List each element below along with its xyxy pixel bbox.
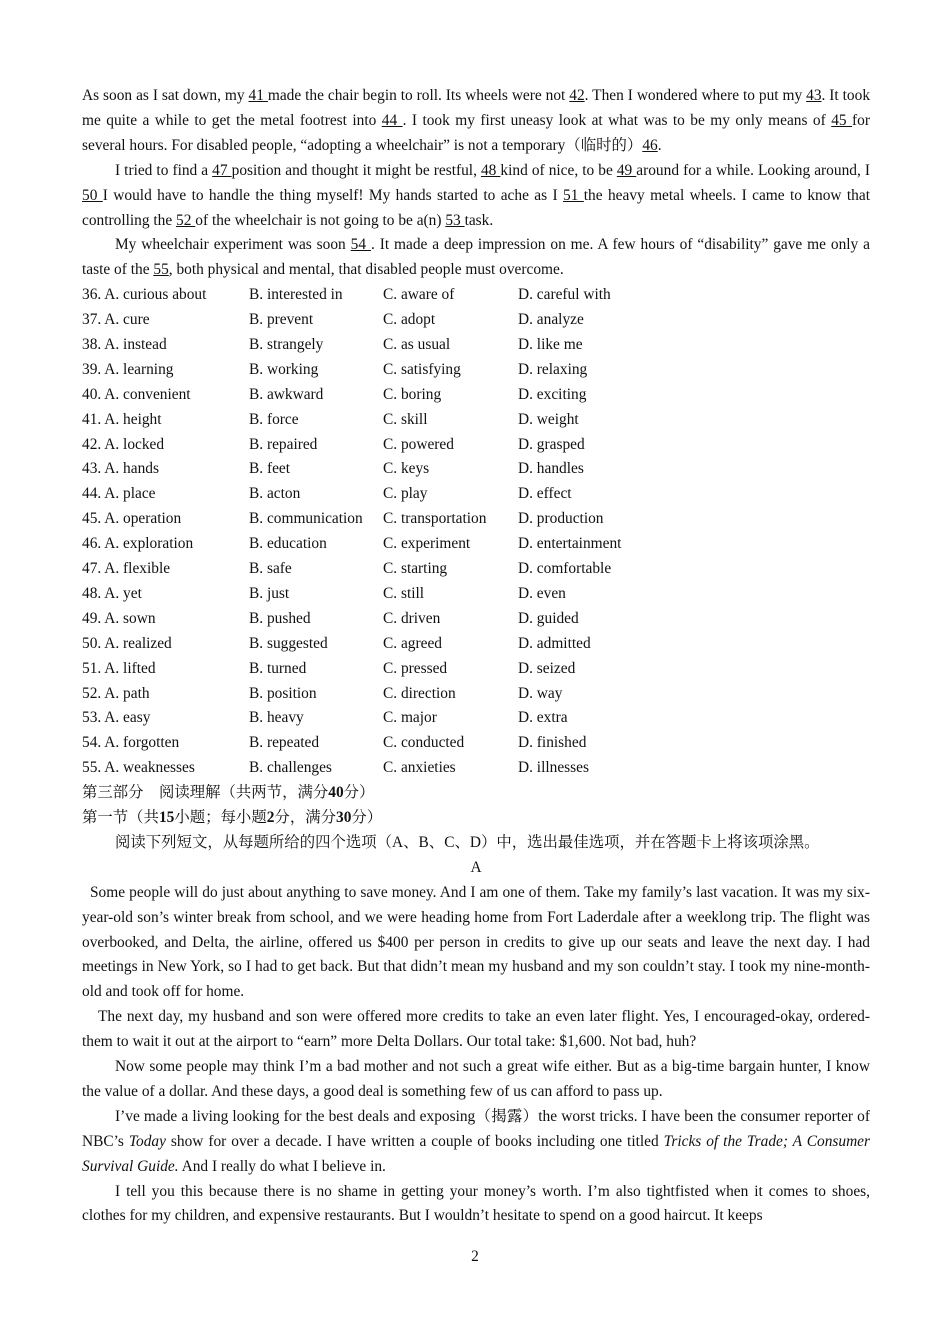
score: 40 <box>328 784 344 802</box>
option-a: 40. A. convenient <box>82 385 191 403</box>
passage-paragraph-2 <box>82 159 870 234</box>
blank-54: 54 <box>350 236 371 254</box>
option-d: D. admitted <box>518 634 591 652</box>
text: around for a while. Looking around, I <box>636 161 870 179</box>
option-c: C. pressed <box>383 659 448 677</box>
blank-49: 49 <box>616 161 637 179</box>
text: 分） <box>351 808 383 826</box>
option-row <box>82 632 870 657</box>
option-row <box>82 607 870 632</box>
option-a: 51. A. lifted <box>82 659 156 677</box>
text: the heavy metal wheels. I came to know that controlling the <box>82 186 870 229</box>
blank-51: 51 <box>563 186 584 204</box>
blank-42: 42 <box>569 87 585 104</box>
option-a: 39. A. learning <box>82 360 174 378</box>
option-row <box>82 482 870 507</box>
text: I’ve made a living looking for the best deals and exposing（揭露）the worst tricks. I have been the consumer reporter of NBC’s <box>82 1107 870 1150</box>
option-d: D. production <box>518 510 604 528</box>
options-list <box>82 283 870 781</box>
blank-52: 52 <box>176 211 196 229</box>
option-b: B. prevent <box>249 311 314 329</box>
option-a: 41. A. height <box>82 410 162 428</box>
blank-47: 47 <box>212 161 232 179</box>
option-b: B. interested in <box>249 286 343 304</box>
option-row <box>82 308 870 333</box>
option-b: B. strangely <box>249 336 324 354</box>
option-d: D. even <box>518 584 566 602</box>
option-b: B. challenges <box>249 759 332 777</box>
passage-paragraph-1 <box>82 84 870 159</box>
passage-paragraph-3 <box>82 233 870 283</box>
option-a: 47. A. flexible <box>82 560 171 578</box>
text: As soon as I sat down, my <box>82 87 249 104</box>
book-title: Tricks of the Trade; A Consumer Survival Guide. <box>82 1132 871 1175</box>
blank-48: 48 <box>480 161 501 179</box>
section-heading <box>82 806 870 831</box>
document-page <box>82 84 870 1229</box>
option-row <box>82 408 870 433</box>
option-row <box>82 358 870 383</box>
option-d: D. exciting <box>518 385 587 403</box>
option-d: D. illnesses <box>518 759 589 777</box>
score: 30 <box>336 808 352 826</box>
option-b: B. feet <box>249 460 291 478</box>
option-d: D. seized <box>518 659 576 677</box>
option-c: C. starting <box>383 560 448 578</box>
blank-43: 43 <box>806 87 822 104</box>
option-d: D. entertainment <box>518 535 622 553</box>
option-b: B. turned <box>249 659 307 677</box>
blank-53: 53 <box>445 211 465 229</box>
blank-44: 44 <box>381 111 403 129</box>
option-d: D. way <box>518 684 563 702</box>
option-a: 50. A. realized <box>82 634 172 652</box>
option-b: B. education <box>249 535 327 553</box>
option-c: C. satisfying <box>383 360 461 378</box>
blank-55: 55 <box>153 261 169 279</box>
passage-letter: A <box>470 858 482 876</box>
option-a: 55. A. weaknesses <box>82 759 195 777</box>
option-b: B. force <box>249 410 299 428</box>
option-c: C. driven <box>383 609 441 627</box>
option-row <box>82 731 870 756</box>
option-c: C. skill <box>383 410 428 428</box>
text: show for over a decade. I have written a couple of books including one titled <box>165 1132 664 1150</box>
option-a: 38. A. instead <box>82 336 167 354</box>
option-b: B. awkward <box>249 385 324 403</box>
option-b: B. suggested <box>249 634 328 652</box>
text: . Then I wondered where to put my <box>584 87 807 104</box>
option-a: 53. A. easy <box>82 709 151 727</box>
option-c: C. experiment <box>383 535 471 553</box>
blank-46: 46 <box>642 136 658 154</box>
option-row <box>82 433 870 458</box>
option-b: B. pushed <box>249 609 311 627</box>
option-c: C. major <box>383 709 437 727</box>
text: made the chair begin to roll. Its wheels were not <box>267 87 570 104</box>
reading-paragraph-1: Some people will do just about anything to save money. And I am one of them. Take my family’s last vacation. It was my six-year-old son’s winter break from school, and we were heading home from Fort Laderdale after a weeklong trip. The flight was overbooked, and Delta, the airline, offered us $400 per person in credits to give up our seats and leave the next day. I had meetings in New York, so I had to get back. But that didn’t mean my husband and my son couldn’t stay. I took my nine-month-old and took off for home. <box>82 883 870 1001</box>
option-c: C. adopt <box>383 311 436 329</box>
option-c: C. conducted <box>383 734 465 752</box>
score: 2 <box>266 808 275 826</box>
option-a: 36. A. curious about <box>82 286 207 304</box>
option-d: D. careful with <box>518 286 611 304</box>
part-heading <box>82 781 870 806</box>
text: . I took my first uneasy look at what was to be my only means of <box>402 111 832 129</box>
option-row <box>82 532 870 557</box>
instruction: 阅读下列短文，从每题所给的四个选项（A、B、C、D）中，选出最佳选项，并在答题卡上将该项涂黑。 <box>115 833 820 851</box>
reading-paragraph-4 <box>82 1105 870 1180</box>
option-row <box>82 557 870 582</box>
option-c: C. as usual <box>383 336 451 354</box>
option-b: B. repaired <box>249 435 318 453</box>
text: of the wheelchair is not going to be a(n) <box>195 211 446 229</box>
option-row <box>82 507 870 532</box>
option-a: 45. A. operation <box>82 510 182 528</box>
option-d: D. extra <box>518 709 568 727</box>
option-d: D. like me <box>518 336 583 354</box>
text: 分） <box>343 784 375 802</box>
option-a: 54. A. forgotten <box>82 734 180 752</box>
option-row <box>82 333 870 358</box>
reading-paragraph-2: The next day, my husband and son were offered more credits to take an even later flight. Yes, I encouraged-okay, ordered-them to wait it out at the airport to “earn” more Delta Dollars. Our total take: $1,600. Not bad, huh? <box>82 1008 870 1051</box>
option-a: 44. A. place <box>82 485 156 503</box>
text: . <box>657 136 662 154</box>
option-b: B. position <box>249 684 317 702</box>
text: . It took me quite a while to get the metal footrest into <box>82 87 871 129</box>
text: for several hours. For disabled people, “adopting a wheelchair” is not a temporary（临时的） <box>82 111 870 154</box>
blank-45: 45 <box>831 111 853 129</box>
reading-paragraph-3: Now some people may think I’m a bad mother and not such a great wife either. But as a big-time bargain hunter, I know the value of a dollar. And these days, a good deal is something few of us can afford to pass up. <box>82 1058 870 1100</box>
option-b: B. heavy <box>249 709 304 727</box>
option-row <box>82 682 870 707</box>
option-c: C. aware of <box>383 286 455 304</box>
text: My wheelchair experiment was soon <box>115 236 351 254</box>
option-b: B. acton <box>249 485 301 503</box>
blank-41: 41 <box>248 87 268 104</box>
option-b: B. just <box>249 584 290 602</box>
text: . It made a deep impression on me. A few hours of “disability” gave me only a taste of the <box>82 236 870 279</box>
reading-paragraph-5: I tell you this because there is no shame in getting your money’s worth. I’m also tightfisted when it comes to shoes, clothes for my children, and expensive restaurants. But I wouldn’t hesitate to spend on a good haircut. It keeps <box>82 1182 870 1225</box>
option-b: B. repeated <box>249 734 320 752</box>
option-d: D. handles <box>518 460 584 478</box>
option-c: C. still <box>383 584 425 602</box>
option-d: D. guided <box>518 609 579 627</box>
text: , both physical and mental, that disabled people must overcome. <box>168 261 564 279</box>
option-row <box>82 283 870 308</box>
option-d: D. comfortable <box>518 560 612 578</box>
option-a: 37. A. cure <box>82 311 150 329</box>
text: kind of nice, to be <box>500 161 617 179</box>
text: position and thought it might be restful, <box>231 161 481 179</box>
option-a: 49. A. sown <box>82 609 156 627</box>
text: And I really do what I believe in. <box>178 1157 386 1175</box>
option-c: C. direction <box>383 684 456 702</box>
option-a: 48. A. yet <box>82 584 142 602</box>
option-b: B. working <box>249 360 319 378</box>
option-b: B. communication <box>249 510 363 528</box>
show-title: Today <box>128 1132 166 1150</box>
option-row <box>82 383 870 408</box>
option-d: D. finished <box>518 734 587 752</box>
option-a: 43. A. hands <box>82 460 159 478</box>
option-row <box>82 582 870 607</box>
option-row <box>82 457 870 482</box>
option-a: 42. A. locked <box>82 435 165 453</box>
text: 第一节（共 <box>82 808 159 826</box>
option-row <box>82 657 870 682</box>
text: 第三部分 阅读理解（共两节，满分 <box>82 784 329 802</box>
text: 分，满分 <box>274 808 336 826</box>
option-c: C. powered <box>383 435 454 453</box>
page-number: 2 <box>471 1248 479 1265</box>
option-a: 52. A. path <box>82 684 150 702</box>
option-c: C. keys <box>383 460 430 478</box>
text: I would have to handle the thing myself! My hands started to ache as I <box>102 186 563 204</box>
option-c: C. agreed <box>383 634 442 652</box>
text: 小题；每小题 <box>174 808 267 826</box>
option-c: C. play <box>383 485 428 503</box>
option-d: D. relaxing <box>518 360 588 378</box>
option-row <box>82 756 870 781</box>
option-d: D. grasped <box>518 435 585 453</box>
option-a: 46. A. exploration <box>82 535 194 553</box>
option-d: D. analyze <box>518 311 584 329</box>
option-c: C. anxieties <box>383 759 456 777</box>
option-c: C. boring <box>383 385 442 403</box>
option-d: D. effect <box>518 485 572 503</box>
option-c: C. transportation <box>383 510 487 528</box>
option-row <box>82 706 870 731</box>
option-d: D. weight <box>518 410 579 428</box>
option-b: B. safe <box>249 560 292 578</box>
text: task. <box>464 211 494 229</box>
blank-50: 50 <box>82 186 103 204</box>
count: 15 <box>158 808 175 826</box>
text: I tried to find a <box>115 161 213 179</box>
